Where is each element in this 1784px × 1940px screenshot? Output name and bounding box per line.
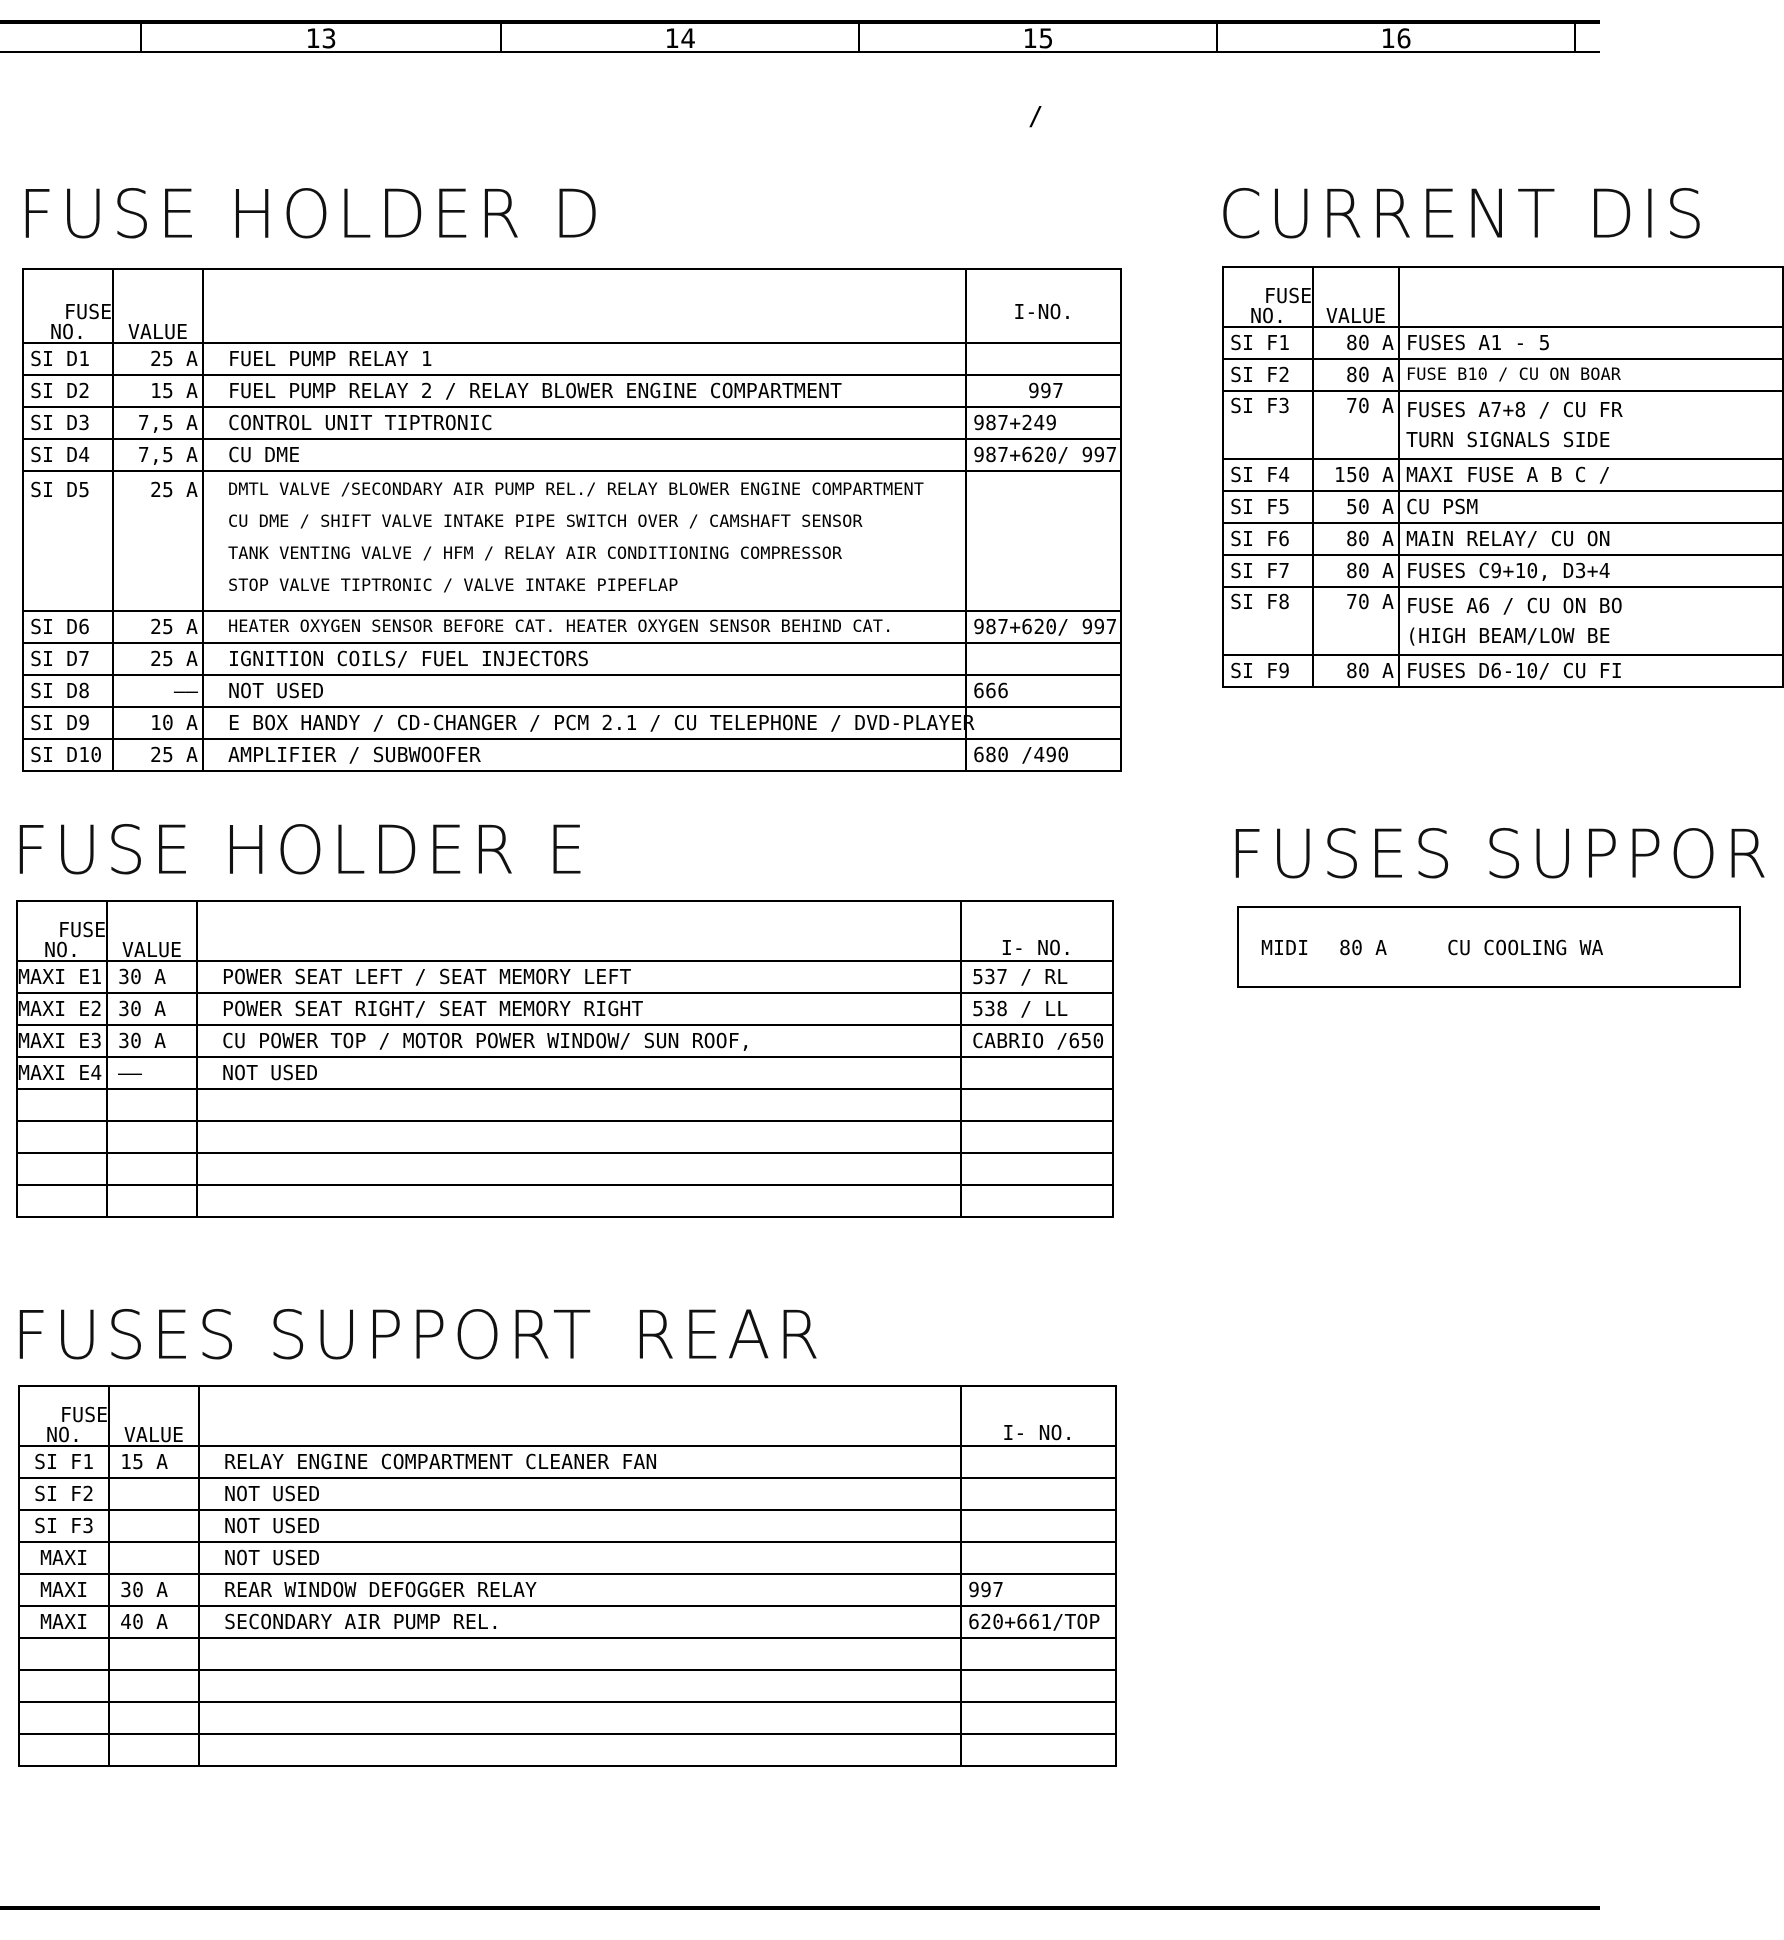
fuse-desc-line: FUSE A6 / CU ON BO <box>1406 594 1623 618</box>
fuse-desc: E BOX HANDY / CD-CHANGER / PCM 2.1 / CU TELEPHONE / DVD-PLAYER <box>203 707 966 739</box>
fuse-no: SI F6 <box>1223 523 1313 555</box>
fuse-ino: CABRIO /650 <box>961 1025 1113 1057</box>
ruler-number-16: 16 <box>1379 24 1413 55</box>
fuse-no: SI F7 <box>1223 555 1313 587</box>
fuse-desc: AMPLIFIER / SUBWOOFER <box>203 739 966 771</box>
fuses-support-rear-suffix: REAR <box>632 1297 826 1376</box>
current-dis-title: CURRENT DIS <box>1218 176 1710 255</box>
fuse-desc: REAR WINDOW DEFOGGER RELAY <box>199 1574 961 1606</box>
fuse-no: MAXI E4 <box>17 1057 107 1089</box>
fuse-value: 25 A <box>113 611 203 643</box>
fuse-desc-line: FUSES A7+8 / CU FR <box>1406 398 1623 422</box>
empty-row <box>19 1734 1116 1766</box>
fuse-value: 15 A <box>113 375 203 407</box>
fuse-value: 80 A <box>1313 327 1399 359</box>
header-value: VALUE <box>113 269 203 343</box>
table-row <box>23 675 1121 707</box>
fuse-desc: MAXI FUSE A B C / <box>1399 459 1783 491</box>
fuse-ino <box>966 471 1121 611</box>
empty-row <box>17 1185 1113 1217</box>
fuse-desc: MAIN RELAY/ CU ON <box>1399 523 1783 555</box>
fuse-value: 80 A <box>1313 555 1399 587</box>
fuse-value: 25 A <box>113 471 203 611</box>
fuse-no: SI D3 <box>23 407 113 439</box>
fuse-ino <box>966 643 1121 675</box>
fuse-no: SI D8 <box>23 675 113 707</box>
fuse-value <box>109 1542 199 1574</box>
fuse-value: 70 A <box>1313 587 1399 655</box>
fuse-value: 80 A <box>1313 523 1399 555</box>
fuse-value: 7,5 A <box>113 407 203 439</box>
fuse-desc: RELAY ENGINE COMPARTMENT CLEANER FAN <box>199 1446 961 1478</box>
fuse-ino: 537 / RL <box>961 961 1113 993</box>
fuse-value: 25 A <box>113 343 203 375</box>
fuse-no: SI F2 <box>19 1478 109 1510</box>
table-row <box>23 407 1121 439</box>
fuse-no: SI D9 <box>23 707 113 739</box>
table-row <box>1223 391 1783 459</box>
fuse-value: 40 A <box>109 1606 199 1638</box>
fuse-desc: FUSES D6-10/ CU FI <box>1399 655 1783 687</box>
empty-row <box>17 1089 1113 1121</box>
empty-row <box>17 1153 1113 1185</box>
fuse-value: 25 A <box>113 739 203 771</box>
fuse-holder-d-title: FUSE HOLDER D <box>18 176 607 255</box>
fuse-holder-e-title: FUSE HOLDER E <box>12 812 592 891</box>
fuse-no: SI F2 <box>1223 359 1313 391</box>
ruler-number-13: 13 <box>304 24 338 55</box>
table-row <box>17 993 1113 1025</box>
fuse-no: SI D7 <box>23 643 113 675</box>
header-value: VALUE <box>1313 267 1399 327</box>
fuse-ino <box>961 1510 1116 1542</box>
stray-mark: / <box>1028 102 1044 132</box>
fuses-support-rear-table <box>18 1385 1117 1767</box>
fuse-ino: 987+249 <box>966 407 1121 439</box>
midi-desc: CU COOLING WA <box>1447 936 1604 960</box>
fuse-value: 25 A <box>113 643 203 675</box>
header-ino: I- NO. <box>961 1386 1116 1446</box>
table-row <box>1223 587 1783 655</box>
fuse-value: 30 A <box>107 1025 197 1057</box>
fuse-ino: 620+661/TOP <box>961 1606 1116 1638</box>
fuse-desc: FUSE B10 / CU ON BOAR <box>1399 359 1783 391</box>
fuse-desc-line: (HIGH BEAM/LOW BE <box>1406 624 1611 648</box>
table-row <box>1223 491 1783 523</box>
fuse-desc: NOT USED <box>197 1057 961 1089</box>
fuse-value: 10 A <box>113 707 203 739</box>
empty-row <box>19 1638 1116 1670</box>
fuse-holder-e-table <box>16 900 1114 1218</box>
header-value: VALUE <box>109 1386 199 1446</box>
table-row <box>1223 459 1783 491</box>
fuse-value: 150 A <box>1313 459 1399 491</box>
fuse-value: —— <box>113 675 203 707</box>
table-row <box>1223 523 1783 555</box>
table-row <box>1223 555 1783 587</box>
header-value: VALUE <box>107 901 197 961</box>
fuse-ino: 997 <box>961 1574 1116 1606</box>
fuse-value <box>109 1510 199 1542</box>
fuse-no: SI D2 <box>23 375 113 407</box>
table-row <box>1223 327 1783 359</box>
header-no: FUSE NO. <box>1223 267 1313 327</box>
fuse-desc: CU POWER TOP / MOTOR POWER WINDOW/ SUN ROOF, <box>197 1025 961 1057</box>
table-row <box>17 1025 1113 1057</box>
fuse-ino: 680 /490 <box>966 739 1121 771</box>
fuse-ino: 997 <box>966 375 1121 407</box>
fuse-desc: HEATER OXYGEN SENSOR BEFORE CAT. HEATER OXYGEN SENSOR BEHIND CAT. <box>203 611 966 643</box>
fuse-value: 50 A <box>1313 491 1399 523</box>
midi-label: MIDI <box>1261 936 1310 960</box>
fuse-desc: CU DME <box>203 439 966 471</box>
header-desc <box>1399 267 1783 327</box>
table-row <box>23 471 1121 611</box>
table-row <box>17 961 1113 993</box>
table-row <box>23 611 1121 643</box>
fuse-desc: IGNITION COILS/ FUEL INJECTORS <box>203 643 966 675</box>
midi-value: 80 A <box>1339 936 1388 960</box>
fuse-desc: FUSES A1 - 5 <box>1399 327 1783 359</box>
fuse-holder-d-table <box>22 268 1122 772</box>
fuse-value <box>109 1478 199 1510</box>
fuse-no: MAXI <box>19 1574 109 1606</box>
fuse-value: 15 A <box>109 1446 199 1478</box>
fuse-desc: NOT USED <box>199 1542 961 1574</box>
table-row <box>23 739 1121 771</box>
fuse-desc-line: DMTL VALVE /SECONDARY AIR PUMP REL./ RELAY BLOWER ENGINE COMPARTMENT <box>228 480 924 500</box>
fuse-value: 70 A <box>1313 391 1399 459</box>
fuse-no: SI F8 <box>1223 587 1313 655</box>
fuse-desc-line: STOP VALVE TIPTRONIC / VALVE INTAKE PIPEFLAP <box>228 576 679 596</box>
header-desc <box>199 1386 961 1446</box>
current-dis-clip <box>1220 264 1623 704</box>
fuse-no: MAXI E1 <box>17 961 107 993</box>
fuse-desc: FUEL PUMP RELAY 2 / RELAY BLOWER ENGINE COMPARTMENT <box>203 375 966 407</box>
fuse-no: MAXI <box>19 1606 109 1638</box>
ruler-number-14: 14 <box>663 24 697 55</box>
fuse-desc-line: TANK VENTING VALVE / HFM / RELAY AIR CONDITIONING COMPRESSOR <box>228 544 843 564</box>
fuse-no: SI D5 <box>23 471 113 611</box>
fuse-ino <box>961 1542 1116 1574</box>
fuse-value: 80 A <box>1313 655 1399 687</box>
header-no: FUSE NO. <box>23 269 113 343</box>
midi-box <box>1237 906 1741 988</box>
fuse-no: SI F1 <box>19 1446 109 1478</box>
fuse-value: —— <box>107 1057 197 1089</box>
table-row <box>19 1446 1116 1478</box>
table-row <box>1223 359 1783 391</box>
bottom-border <box>0 1906 1600 1910</box>
fuse-no: SI D10 <box>23 739 113 771</box>
table-row <box>19 1478 1116 1510</box>
fuse-ino: 666 <box>966 675 1121 707</box>
header-ino: I- NO. <box>961 901 1113 961</box>
fuse-no: SI F1 <box>1223 327 1313 359</box>
fuse-value: 80 A <box>1313 359 1399 391</box>
table-row <box>19 1606 1116 1638</box>
fuse-no: SI D4 <box>23 439 113 471</box>
fuse-desc <box>1399 587 1783 655</box>
fuse-ino: 538 / LL <box>961 993 1113 1025</box>
table-row <box>23 643 1121 675</box>
table-row <box>19 1542 1116 1574</box>
empty-row <box>19 1702 1116 1734</box>
fuse-desc: CU PSM <box>1399 491 1783 523</box>
fuse-no: MAXI <box>19 1542 109 1574</box>
header-no: FUSE NO. <box>17 901 107 961</box>
table-row <box>1223 655 1783 687</box>
fuse-desc-line: CU DME / SHIFT VALVE INTAKE PIPE SWITCH OVER / CAMSHAFT SENSOR <box>228 512 863 532</box>
fuse-no: SI D6 <box>23 611 113 643</box>
header-no: FUSE NO. <box>19 1386 109 1446</box>
table-row <box>19 1510 1116 1542</box>
fuse-no: SI D1 <box>23 343 113 375</box>
fuse-desc: NOT USED <box>199 1510 961 1542</box>
fuse-value: 7,5 A <box>113 439 203 471</box>
fuse-ino <box>961 1057 1113 1089</box>
table-row <box>23 375 1121 407</box>
table-row <box>23 343 1121 375</box>
fuse-ino: 987+620/ 997 <box>966 439 1121 471</box>
fuse-no: SI F9 <box>1223 655 1313 687</box>
header-desc <box>203 269 966 343</box>
table-row <box>17 1057 1113 1089</box>
fuse-ino <box>961 1446 1116 1478</box>
fuse-desc: POWER SEAT LEFT / SEAT MEMORY LEFT <box>197 961 961 993</box>
fuse-desc <box>1399 391 1783 459</box>
fuse-desc: POWER SEAT RIGHT/ SEAT MEMORY RIGHT <box>197 993 961 1025</box>
fuse-value: 30 A <box>107 993 197 1025</box>
fuse-no: SI F4 <box>1223 459 1313 491</box>
fuse-no: MAXI E3 <box>17 1025 107 1057</box>
fuse-desc: NOT USED <box>203 675 966 707</box>
fuses-support-rear-title: FUSES SUPPORT <box>12 1297 597 1376</box>
fuse-desc: NOT USED <box>199 1478 961 1510</box>
fuse-desc: FUEL PUMP RELAY 1 <box>203 343 966 375</box>
fuse-no: SI F5 <box>1223 491 1313 523</box>
fuse-ino <box>966 707 1121 739</box>
empty-row <box>19 1670 1116 1702</box>
fuse-ino: 987+620/ 997 <box>966 611 1121 643</box>
fuse-desc: SECONDARY AIR PUMP REL. <box>199 1606 961 1638</box>
fuse-ino <box>966 343 1121 375</box>
fuse-desc: FUSES C9+10, D3+4 <box>1399 555 1783 587</box>
table-row <box>23 439 1121 471</box>
fuse-value: 30 A <box>107 961 197 993</box>
header-ino: I-NO. <box>966 269 1121 343</box>
ruler-number-15: 15 <box>1021 24 1055 55</box>
fuse-no: SI F3 <box>1223 391 1313 459</box>
table-row <box>19 1574 1116 1606</box>
fuse-desc: CONTROL UNIT TIPTRONIC <box>203 407 966 439</box>
fuse-value: 30 A <box>109 1574 199 1606</box>
current-dis-table <box>1222 266 1784 688</box>
fuse-desc-line: TURN SIGNALS SIDE <box>1406 428 1611 452</box>
fuse-no: SI F3 <box>19 1510 109 1542</box>
fuse-ino <box>961 1478 1116 1510</box>
fuses-support-front-title: FUSES SUPPOR <box>1228 816 1774 895</box>
fuse-desc <box>203 471 966 611</box>
fuse-no: MAXI E2 <box>17 993 107 1025</box>
midi-box-clip <box>1237 906 1604 992</box>
table-row <box>23 707 1121 739</box>
header-desc <box>197 901 961 961</box>
empty-row <box>17 1121 1113 1153</box>
